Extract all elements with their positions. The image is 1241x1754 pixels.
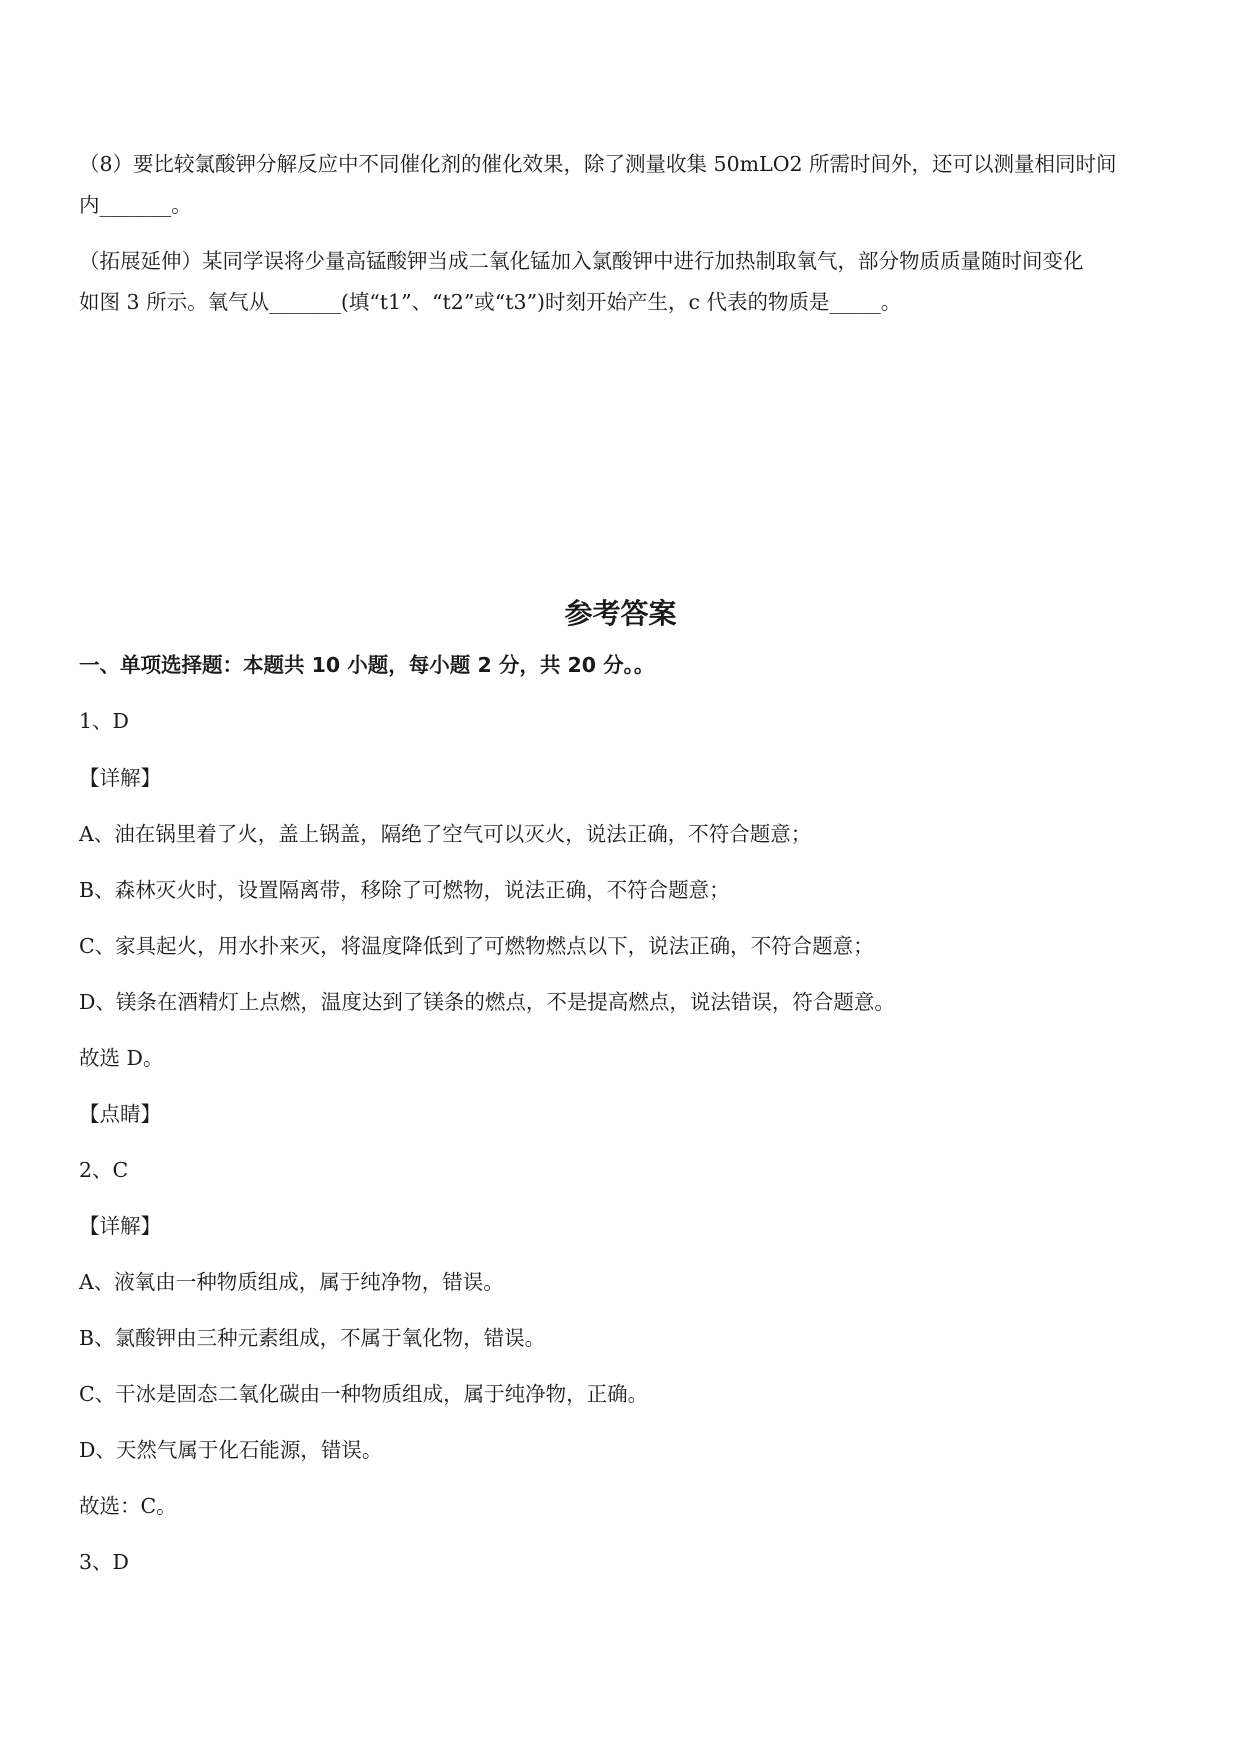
answers-title: 参考答案 [564, 597, 677, 630]
answer-line: 【详解】 [79, 766, 161, 790]
answer-line: B、氯酸钾由三种元素组成，不属于氧化物，错误。 [79, 1326, 546, 1350]
section-heading: 一、单项选择题：本题共 10 小题，每小题 2 分，共 20 分。。 [79, 653, 655, 677]
answer-line: 【详解】 [79, 1214, 161, 1238]
question-q8-line2: 内_______。 [79, 193, 192, 217]
question-extension-line1: （拓展延伸）某同学误将少量高锰酸钾当成二氧化锰加入氯酸钾中进行加热制取氧气，部分物质质量随时间变化 [79, 249, 1084, 273]
answer-line: A、液氧由一种物质组成，属于纯净物，错误。 [79, 1270, 504, 1294]
answer-line: 3、D [79, 1550, 129, 1574]
answer-line: 1、D [79, 709, 129, 733]
answer-line: A、油在锅里着了火，盖上锅盖，隔绝了空气可以灭火，说法正确，不符合题意； [79, 822, 812, 846]
question-extension-line2: 如图 3 所示。氧气从_______(填“t1”、“t2”或“t3”)时刻开始产生，c 代表的物质是_____。 [79, 290, 902, 314]
answer-line: C、家具起火，用水扑来灭，将温度降低到了可燃物燃点以下，说法正确，不符合题意； [79, 934, 874, 958]
answer-line: 故选：C。 [79, 1494, 177, 1518]
question-q8-line1: （8）要比较氯酸钾分解反应中不同催化剂的催化效果，除了测量收集 50mLO2 所需时间外，还可以测量相同时间 [79, 152, 1117, 176]
answer-line: 故选 D。 [79, 1046, 164, 1070]
answer-line: D、镁条在酒精灯上点燃，温度达到了镁条的燃点，不是提高燃点，说法错误，符合题意。 [79, 990, 895, 1014]
answer-line: 【点睛】 [79, 1102, 161, 1126]
answer-line: C、干冰是固态二氧化碳由一种物质组成，属于纯净物，正确。 [79, 1382, 649, 1406]
answer-line: B、森林灭火时，设置隔离带，移除了可燃物，说法正确，不符合题意； [79, 878, 730, 902]
answer-line: 2、C [79, 1158, 129, 1182]
answer-line: D、天然气属于化石能源，错误。 [79, 1438, 383, 1462]
